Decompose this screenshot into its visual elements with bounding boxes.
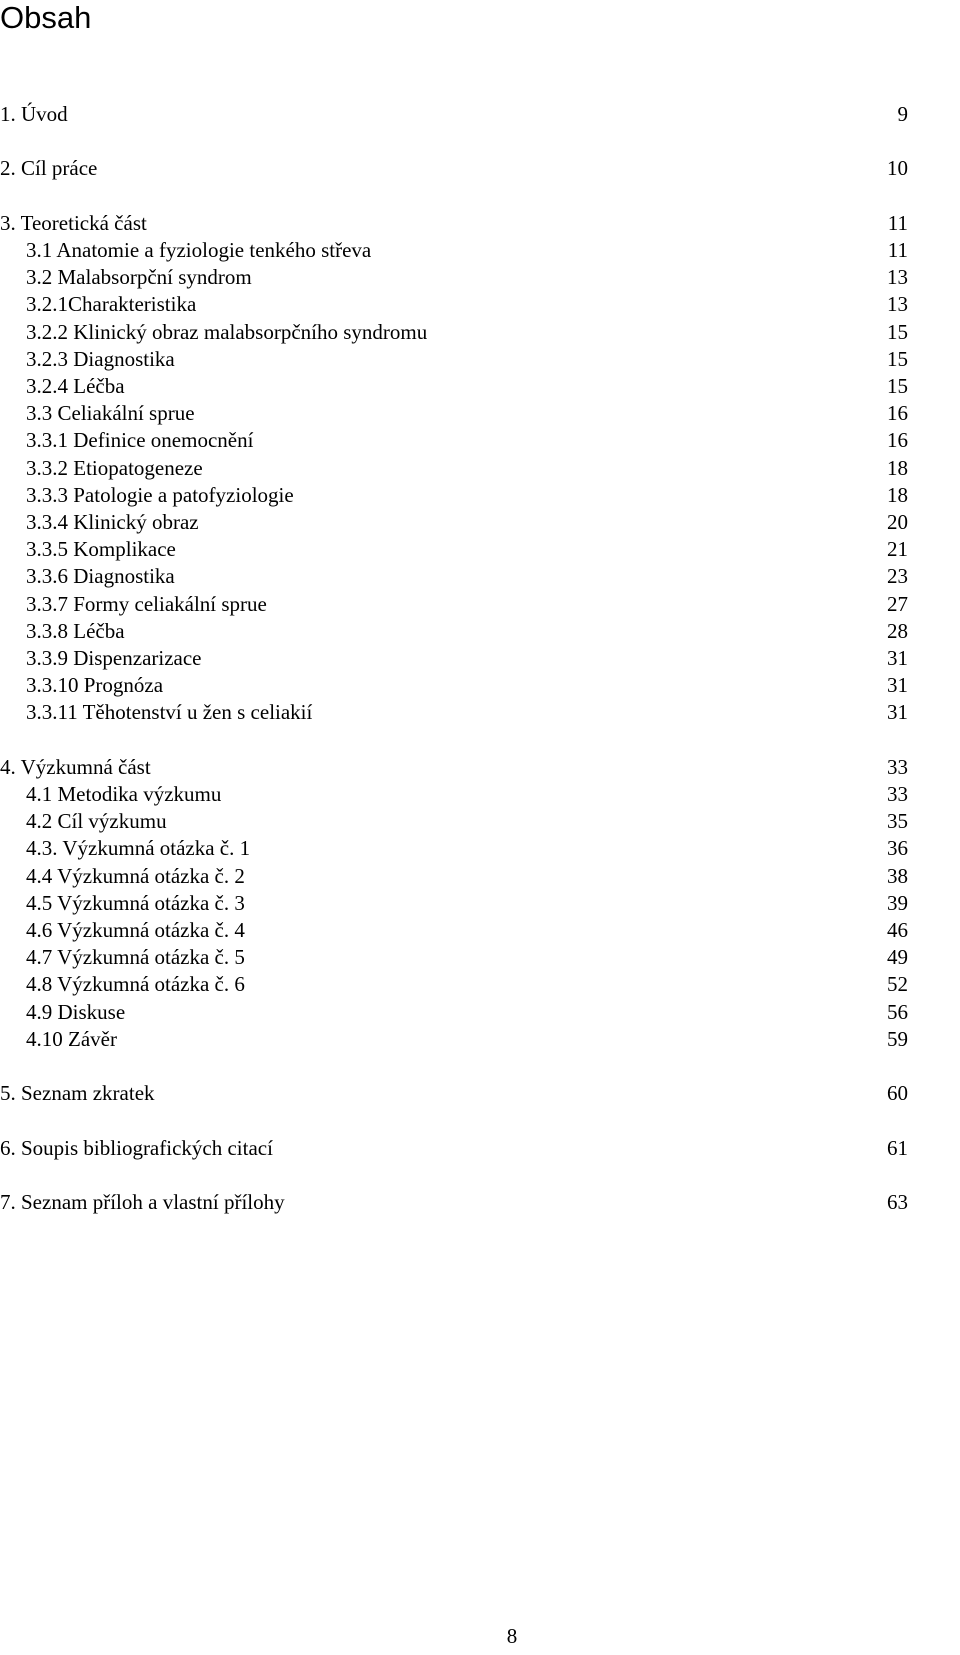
toc-entry-page: 46 <box>887 918 908 942</box>
toc-entry-label: 3.3.4 Klinický obraz <box>26 510 199 534</box>
toc-entry-label: 3.2.3 Diagnostika <box>26 346 175 371</box>
toc-entry[interactable] <box>0 889 960 917</box>
toc-entry-page: 11 <box>887 238 908 262</box>
toc-entry[interactable] <box>0 644 960 672</box>
toc-entry-page: 36 <box>887 836 908 861</box>
toc-entry-page: 10 <box>887 156 908 181</box>
toc-entry[interactable] <box>0 399 960 427</box>
toc-entry[interactable] <box>0 970 960 998</box>
page-number: 8 <box>506 1624 518 1648</box>
toc-entry[interactable] <box>0 535 960 563</box>
toc-entry[interactable] <box>0 454 960 482</box>
toc-entry[interactable] <box>0 807 960 835</box>
toc-entry-page: 63 <box>887 1190 908 1214</box>
toc-entry[interactable] <box>0 998 960 1026</box>
toc-entry-label: 3.2.4 Léčba <box>26 374 125 398</box>
toc-entry-page: 49 <box>887 945 908 970</box>
toc-entry-label: 4.2 Cíl výzkumu <box>26 809 167 834</box>
toc-entry-page: 35 <box>887 809 908 834</box>
toc-entry-label: 3.3.6 Diagnostika <box>26 564 175 589</box>
toc-entry-page: 23 <box>887 564 908 589</box>
toc-entry-page: 20 <box>887 510 908 534</box>
toc-entry-page: 31 <box>887 673 908 698</box>
toc-entry-page: 15 <box>887 346 908 371</box>
toc-entry-page: 61 <box>887 1135 908 1160</box>
toc-entry-label: 3.3.5 Komplikace <box>26 537 176 562</box>
toc-entry-label: 3.2.1Charakteristika <box>26 292 197 317</box>
toc-entry-label: 4.10 Závěr <box>26 1026 117 1051</box>
toc-entry-page: 15 <box>887 374 908 398</box>
toc-entry-label: 2. Cíl práce <box>0 156 98 181</box>
toc-entry[interactable] <box>0 100 960 128</box>
toc-entry-label: 3.1 Anatomie a fyziologie tenkého střeva <box>26 238 372 262</box>
toc-entry-label: 1. Úvod <box>0 102 68 126</box>
toc-entry[interactable] <box>0 698 960 726</box>
toc-entry-page: 16 <box>887 401 908 426</box>
toc-entry-label: 3.3.10 Prognóza <box>26 673 164 698</box>
toc-entry[interactable] <box>0 562 960 590</box>
toc-entry-label: 3.2 Malabsorpční syndrom <box>26 265 252 290</box>
toc-entry[interactable] <box>0 780 960 808</box>
toc-entry-label: 4.6 Výzkumná otázka č. 4 <box>26 918 245 942</box>
toc-entry-label: 5. Seznam zkratek <box>0 1081 155 1106</box>
toc-entry[interactable] <box>0 426 960 454</box>
toc-entry[interactable] <box>0 263 960 291</box>
toc-entry[interactable] <box>0 590 960 618</box>
toc-entry-label: 4.9 Diskuse <box>26 999 126 1024</box>
toc-entry-label: 3.3.8 Léčba <box>26 618 125 643</box>
toc-entry-label: 3.3.11 Těhotenství u žen s celiakií <box>26 700 313 725</box>
toc-entry-label: 4.8 Výzkumná otázka č. 6 <box>26 972 245 997</box>
toc-entry-label: 7. Seznam příloh a vlastní přílohy <box>0 1190 285 1214</box>
toc-entry-page: 18 <box>887 455 908 480</box>
toc-entry-label: 4.4 Výzkumná otázka č. 2 <box>26 863 245 888</box>
toc-entry[interactable] <box>0 1188 960 1216</box>
toc-entry-page: 13 <box>887 292 908 317</box>
toc-entry[interactable] <box>0 916 960 944</box>
toc-entry-page: 31 <box>887 646 908 670</box>
toc-entry-label: 4. Výzkumná část <box>0 754 151 779</box>
toc-entry[interactable] <box>0 154 960 182</box>
toc-entry[interactable] <box>0 508 960 536</box>
toc-entry-label: 3. Teoretická část <box>0 210 147 235</box>
toc-entry-page: 59 <box>887 1026 908 1051</box>
toc-entry-page: 38 <box>887 863 908 888</box>
toc-entry[interactable] <box>0 1079 960 1107</box>
toc-entry-label: 4.7 Výzkumná otázka č. 5 <box>26 945 245 970</box>
toc-entry[interactable] <box>0 209 960 237</box>
toc-entry-label: 3.3 Celiakální sprue <box>26 401 195 426</box>
toc-entry[interactable] <box>0 236 960 264</box>
page-title: Obsah <box>0 0 92 35</box>
toc-entry-label: 6. Soupis bibliografických citací <box>0 1135 273 1160</box>
toc-entry-label: 4.1 Metodika výzkumu <box>26 782 222 806</box>
toc-entry[interactable] <box>0 318 960 346</box>
toc-entry-label: 3.3.1 Definice onemocnění <box>26 428 254 453</box>
toc-entry-label: 3.3.9 Dispenzarizace <box>26 646 202 670</box>
toc-entry-label: 4.3. Výzkumná otázka č. 1 <box>26 836 251 861</box>
toc-entry[interactable] <box>0 753 960 781</box>
toc-entry-page: 33 <box>887 754 908 779</box>
toc-entry[interactable] <box>0 481 960 509</box>
toc-entry-label: 3.3.3 Patologie a patofyziologie <box>26 482 294 507</box>
toc-entry-label: 3.2.2 Klinický obraz malabsorpčního syndromu <box>26 319 428 344</box>
toc-entry[interactable] <box>0 372 960 400</box>
toc-entry-page: 13 <box>887 265 908 290</box>
toc-entry-page: 31 <box>887 700 908 725</box>
toc-entry-label: 4.5 Výzkumná otázka č. 3 <box>26 890 245 915</box>
toc-entry-page: 52 <box>887 972 908 997</box>
toc-entry-page: 39 <box>887 890 908 915</box>
toc-entry-page: 21 <box>887 537 908 562</box>
toc-entry-page: 60 <box>887 1081 908 1106</box>
toc-entry[interactable] <box>0 617 960 645</box>
toc-entry[interactable] <box>0 834 960 862</box>
toc-entry-page: 33 <box>887 782 908 806</box>
toc-entry[interactable] <box>0 290 960 318</box>
toc-entry[interactable] <box>0 345 960 373</box>
toc-entry-label: 3.3.7 Formy celiakální sprue <box>26 591 267 616</box>
toc-entry-page: 9 <box>897 102 908 126</box>
toc-entry[interactable] <box>0 671 960 699</box>
toc-entry-label: 3.3.2 Etiopatogeneze <box>26 455 203 480</box>
toc-entry-page: 28 <box>887 618 908 643</box>
toc-entry-page: 15 <box>887 319 908 344</box>
toc-entry[interactable] <box>0 1134 960 1162</box>
toc-entry-page: 18 <box>887 482 908 507</box>
toc-entry-page: 11 <box>887 210 908 235</box>
toc-entry-page: 56 <box>887 999 908 1024</box>
toc-entry-page: 16 <box>887 428 908 453</box>
toc-entry[interactable] <box>0 943 960 971</box>
toc-entry[interactable] <box>0 862 960 890</box>
toc-entry-page: 27 <box>887 591 908 616</box>
toc-entry[interactable] <box>0 1025 960 1053</box>
